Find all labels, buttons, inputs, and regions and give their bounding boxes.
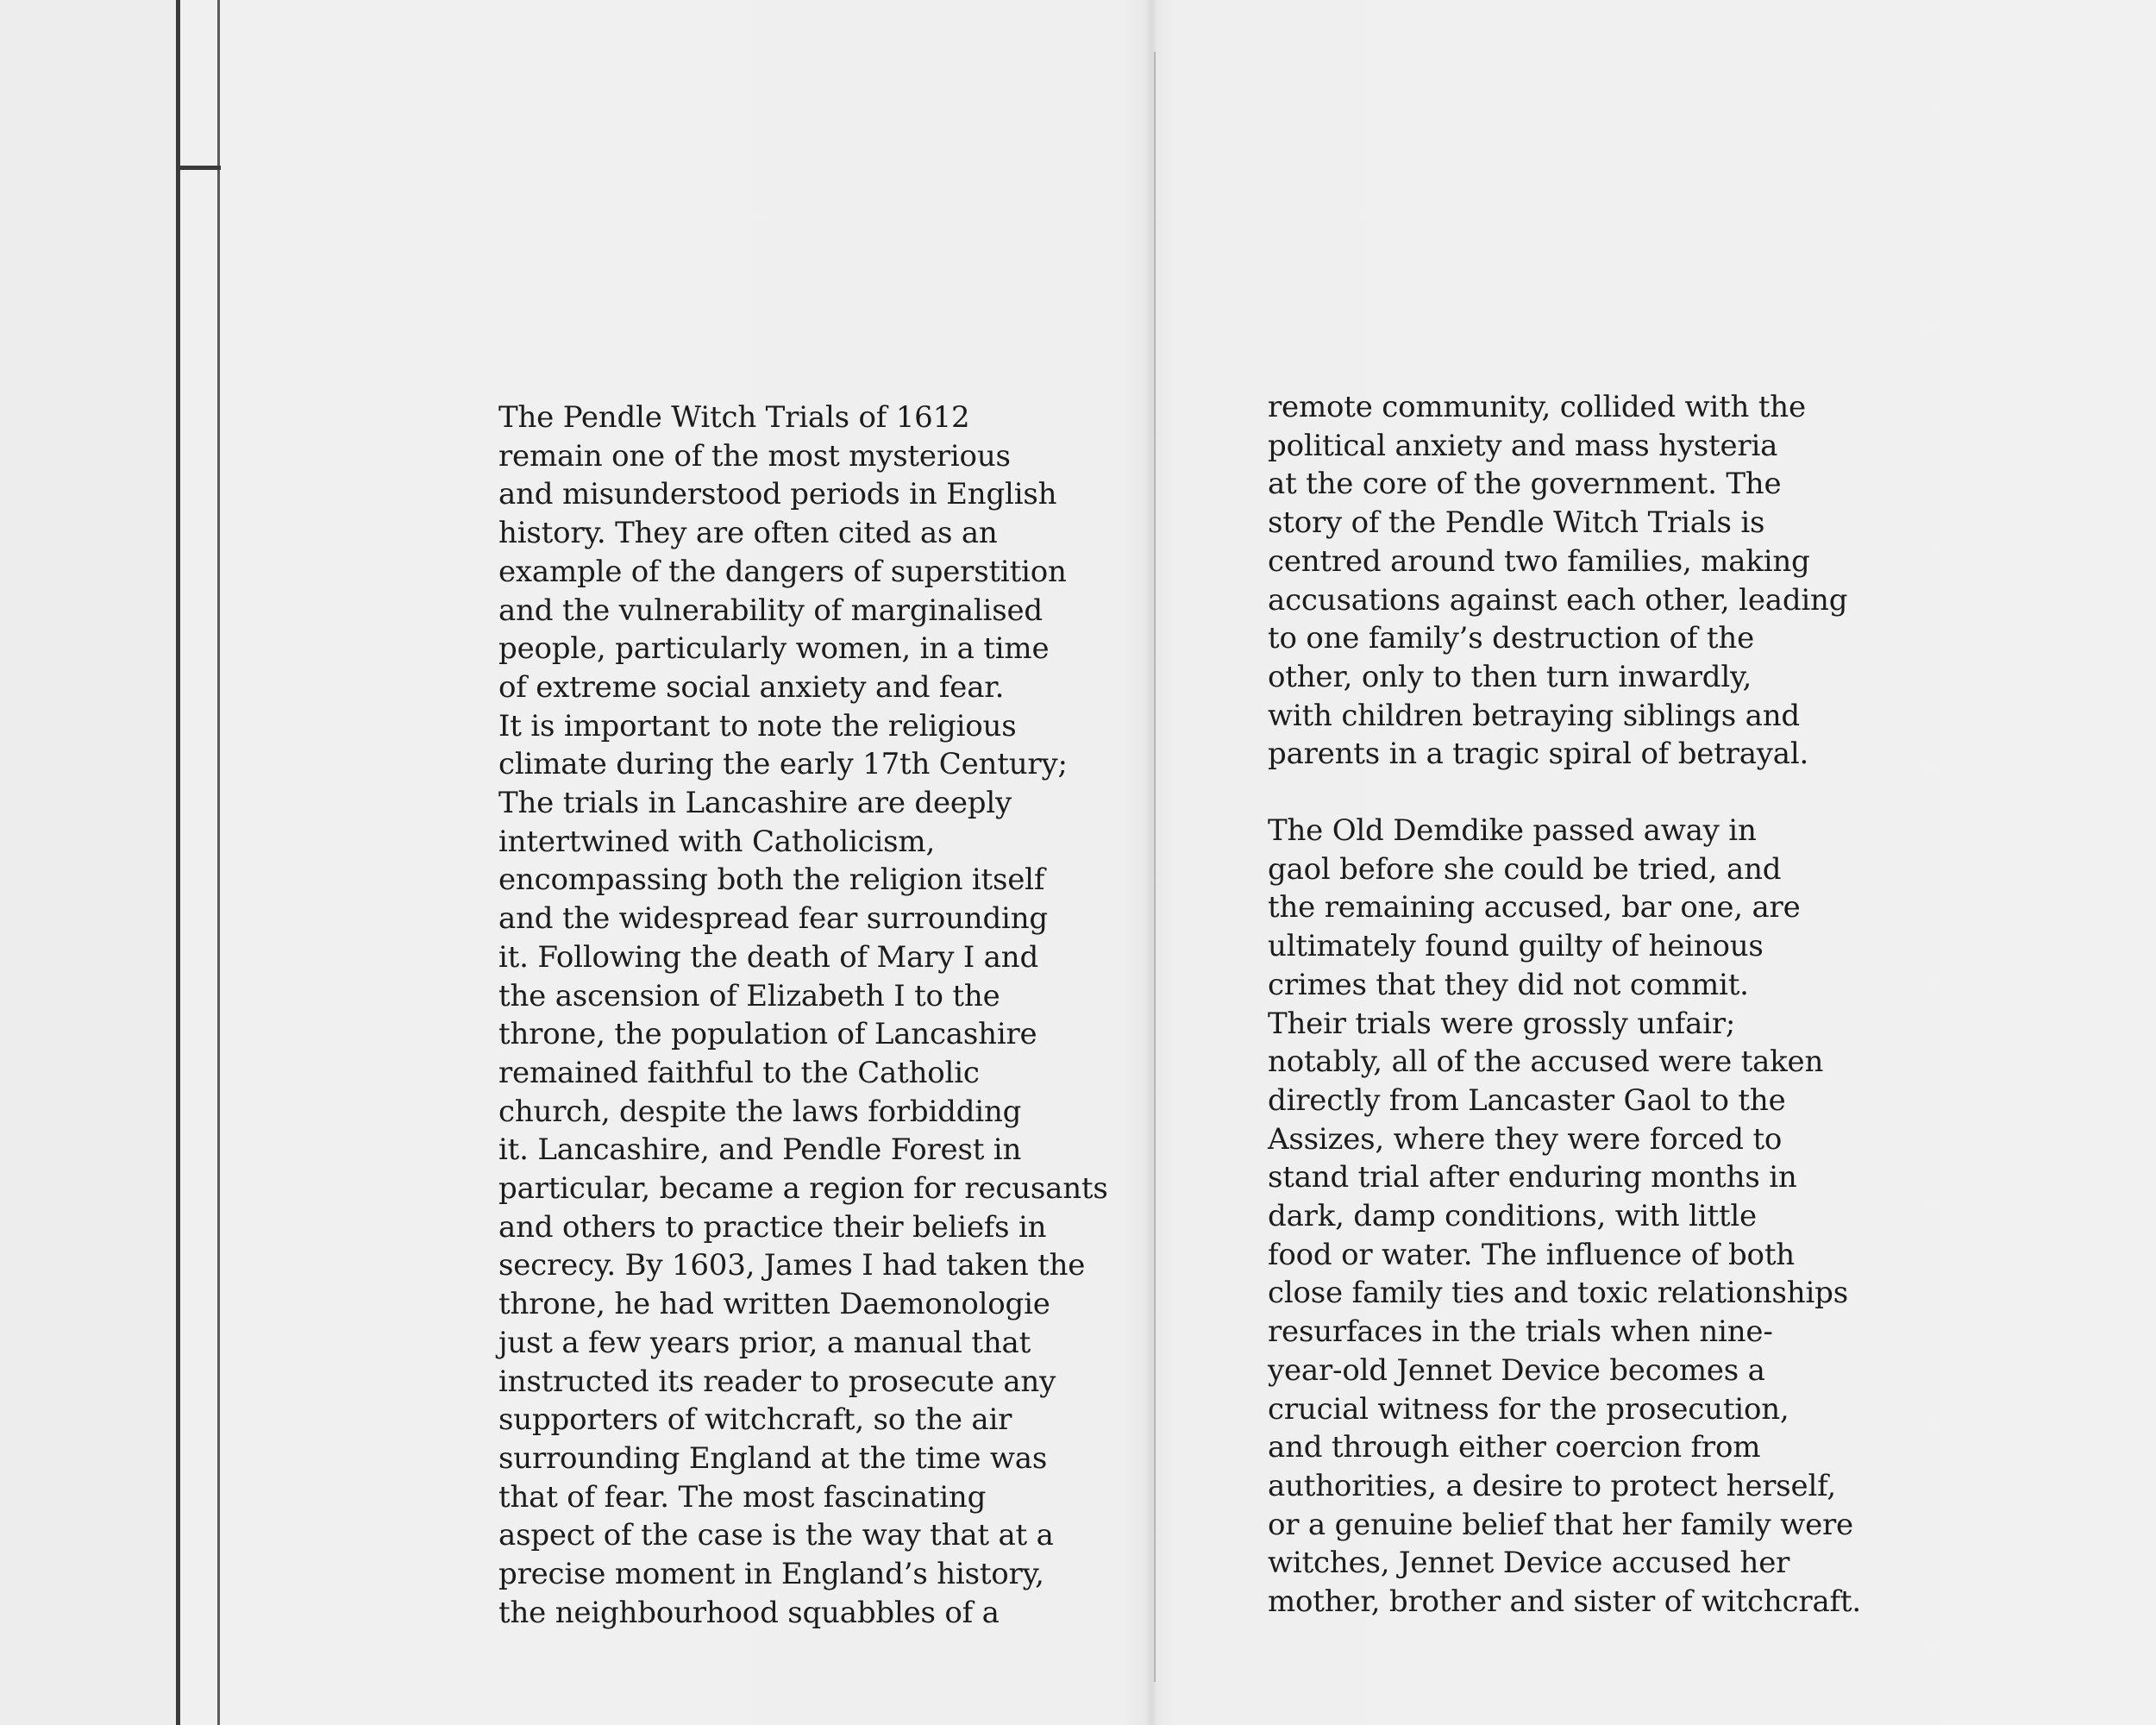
text-line: people, particularly women, in a time [498, 631, 1050, 667]
text-line: throne, he had written Daemonologie [498, 1287, 1050, 1322]
text-line: and misunderstood periods in English [498, 477, 1057, 512]
text-line: dark, damp conditions, with little [1268, 1199, 1757, 1234]
text-line: The trials in Lancashire are deeply [498, 786, 1012, 821]
text-line: The Old Demdike passed away in [1268, 813, 1757, 849]
text-line: history. They are often cited as an [498, 516, 998, 551]
text-line: precise moment in England’s history, [498, 1557, 1044, 1592]
text-line: Assizes, where they were forced to [1268, 1121, 1783, 1157]
text-line: resurfaces in the trials when nine- [1268, 1314, 1773, 1350]
page-edge-line-inner [217, 0, 220, 1725]
text-line: remote community, collided with the [1268, 390, 1806, 424]
text-line: authorities, a desire to protect herself, [1268, 1468, 1836, 1503]
text-line: centred around two families, making [1268, 543, 1810, 579]
text-line: secrecy. By 1603, James I had taken the [498, 1248, 1086, 1283]
text-line: Their trials were grossly unfair; [1268, 1006, 1736, 1041]
text-line: mother, brother and sister of witchcraft. [1268, 1584, 1861, 1620]
text-line: stand trial after enduring months in [1268, 1160, 1797, 1195]
text-line: climate during the early 17th Century; [498, 747, 1068, 782]
text-line: other, only to then turn inwardly, [1268, 659, 1752, 694]
text-line: at the core of the government. The [1268, 467, 1782, 502]
text-line: throne, the population of Lancashire [498, 1017, 1037, 1052]
text-line: of extreme social anxiety and fear. [498, 669, 1005, 705]
text-line: crucial witness for the prosecution, [1268, 1391, 1789, 1427]
book-gutter-fold [1154, 52, 1156, 1682]
text-line: food or water. The influence of both [1268, 1237, 1795, 1272]
text-line: and the vulnerability of marginalised [498, 593, 1043, 628]
text-line: supporters of witchcraft, so the air [498, 1402, 1012, 1438]
text-line: the remaining accused, bar one, are [1268, 890, 1801, 925]
text-line: crimes that they did not commit. [1268, 967, 1749, 1002]
text-line: church, despite the laws forbidding [498, 1094, 1022, 1129]
text-line: parents in a tragic spiral of betrayal. [1268, 737, 1809, 772]
text-line: just a few years prior, a manual that [498, 1325, 1031, 1360]
page-edge-line [176, 0, 180, 1725]
text-line: year-old Jennet Device becomes a [1268, 1352, 1765, 1388]
text-line: the ascension of Elizabeth I to the [498, 978, 1000, 1013]
right-page-paragraph-2 [1268, 812, 1861, 1622]
text-line: the neighbourhood squabbles of a [498, 1595, 1000, 1630]
paragraph-gap [1268, 774, 1854, 812]
adjacent-page-edge [0, 0, 177, 1725]
text-line: to one family’s destruction of the [1268, 621, 1754, 656]
text-line: particular, became a region for recusants [498, 1171, 1108, 1207]
page-edge-tick [176, 166, 221, 170]
text-line: accusations against each other, leading [1268, 582, 1848, 618]
text-line: remain one of the most mysterious [498, 438, 1011, 474]
text-line: that of fear. The most fascinating [498, 1479, 987, 1515]
text-line: It is important to note the religious [498, 708, 1017, 743]
text-line: political anxiety and mass hysteria [1268, 428, 1778, 463]
text-line: witches, Jennet Device accused her [1268, 1546, 1790, 1581]
text-line: and the widespread fear surrounding [498, 901, 1048, 937]
text-line: close family ties and toxic relationships [1268, 1276, 1848, 1311]
text-line: and others to practice their beliefs in [498, 1209, 1047, 1245]
right-page-paragraph-1 [1268, 388, 1854, 774]
text-line: ultimately found guilty of heinous [1268, 929, 1764, 964]
text-line: The Pendle Witch Trials of 1612 [498, 400, 970, 435]
text-line: example of the dangers of superstition [498, 554, 1067, 589]
text-line: with children betraying siblings and [1268, 698, 1800, 733]
text-line: and through either coercion from [1268, 1430, 1761, 1465]
text-line: instructed its reader to prosecute any [498, 1364, 1056, 1399]
text-line: story of the Pendle Witch Trials is [1268, 505, 1765, 541]
text-line: intertwined with Catholicism, [498, 824, 936, 859]
text-line: directly from Lancaster Gaol to the [1268, 1082, 1786, 1118]
text-line: it. Lancashire, and Pendle Forest in [498, 1132, 1022, 1168]
text-line: remained faithful to the Catholic [498, 1055, 980, 1090]
right-page-text [1268, 388, 1861, 1622]
left-page-text [498, 398, 1108, 1633]
text-line: gaol before she could be tried, and [1268, 851, 1782, 887]
text-line: encompassing both the religion itself [498, 862, 1045, 898]
text-line: it. Following the death of Mary I and [498, 939, 1039, 975]
text-line: aspect of the case is the way that at a [498, 1518, 1054, 1553]
text-line: or a genuine belief that her family were [1268, 1507, 1853, 1542]
text-line: notably, all of the accused were taken [1268, 1044, 1824, 1080]
text-line: surrounding England at the time was [498, 1440, 1048, 1476]
